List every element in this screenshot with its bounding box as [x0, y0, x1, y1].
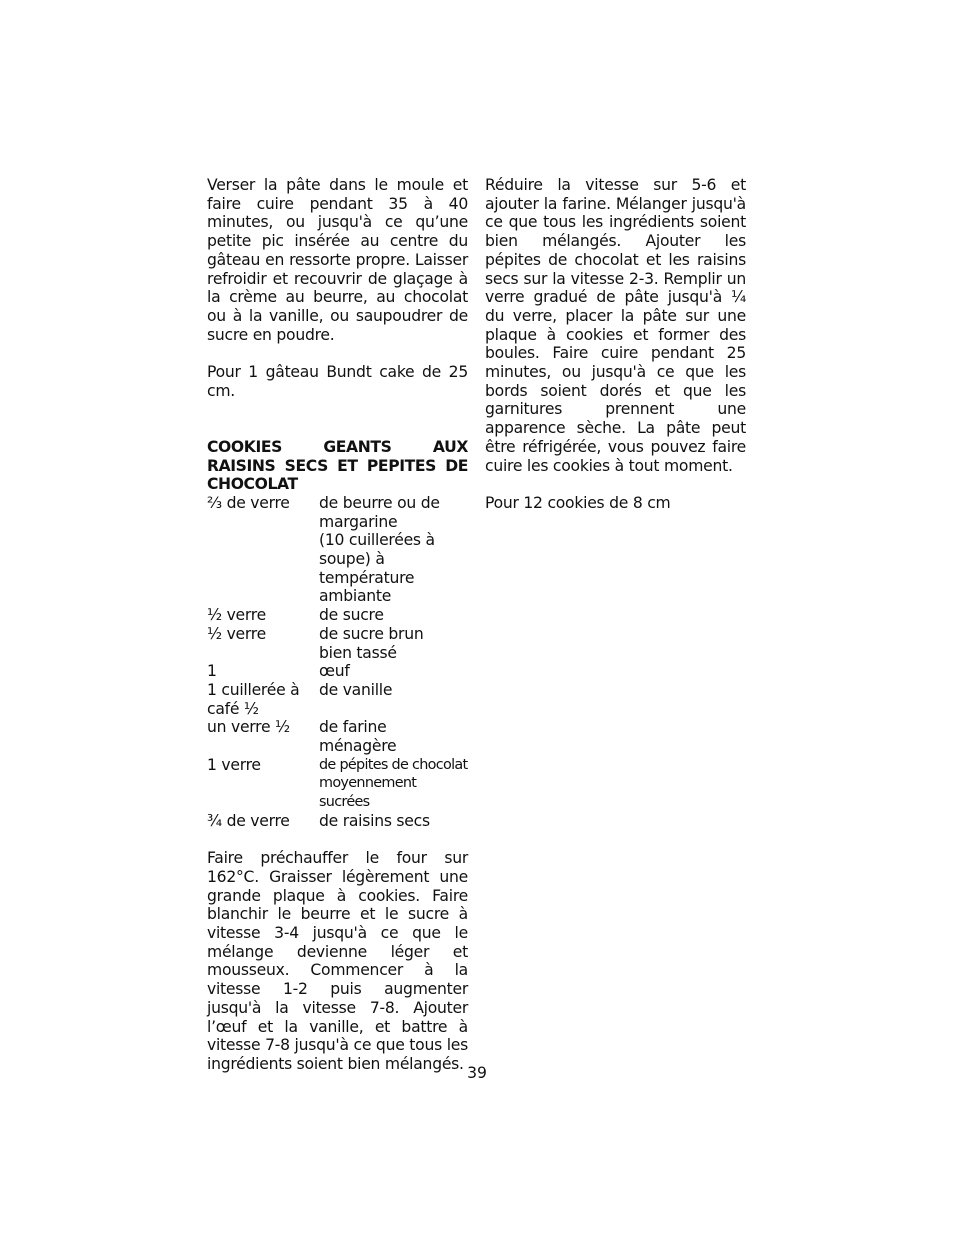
ingredient-quantity: ⅔ de verre — [207, 493, 290, 512]
ingredient-name: œuf — [319, 662, 350, 681]
recipe-title: COOKIES GEANTS AUX RAISINS SECS ET PEPITES DE CHOCOLAT — [207, 437, 468, 494]
ingredient-quantity: 1 verre — [207, 755, 261, 774]
ingredient-row-flour — [207, 718, 468, 755]
ingredient-name: de pépites de chocolat moyennement sucrées — [319, 756, 468, 811]
ingredient-row-chocolate-chips — [207, 756, 468, 812]
ingredient-row-raisins — [207, 812, 468, 831]
ingredient-quantity: ½ verre — [207, 624, 266, 643]
baking-instructions-paragraph: Verser la pâte dans le moule et faire cuire pendant 35 à 40 minutes, ou jusqu'à ce qu’une petite pic insérée au centre du gâteau en ressorte propre. Laisser refroidir et recouvrir de glaçage à la crème au beurre, au chocolat ou à la vanille, ou saupoudrer de sucre en poudre. — [207, 176, 468, 344]
cookie-yield: Pour 12 cookies de 8 cm — [485, 493, 671, 512]
ingredient-name: de sucre — [319, 606, 384, 625]
left-column — [207, 176, 468, 1074]
ingredient-name: de beurre ou de margarine (10 cuillerées à soupe) à température ambiante — [319, 493, 440, 606]
ingredient-quantity: un verre ½ — [207, 718, 290, 737]
ingredient-quantity: 1 — [207, 662, 217, 681]
ingredient-list — [207, 494, 468, 831]
mixing-instructions-paragraph: Réduire la vitesse sur 5-6 et ajouter la farine. Mélanger jusqu'à ce que tous les ingrédients soient bien mélangés. Ajouter les pépites de chocolat et les raisins secs sur la vitesse 2-3. Remplir un verre gradué de pâte jusqu'à ¼ du verre, placer la pâte sur une plaque à cookies et former des boules. Faire cuire pendant 25 minutes, ou jusqu'à ce que les bords soient dorés et que les garnitures prennent une apparence sèche. La pâte peut être réfrigérée, vous pouvez faire cuire les cookies à tout moment. — [485, 176, 746, 475]
ingredient-name: de farine ménagère — [319, 718, 397, 756]
ingredient-row-vanilla — [207, 681, 468, 718]
ingredient-row-sugar — [207, 606, 468, 625]
ingredient-name: de vanille — [319, 680, 393, 699]
ingredient-quantity: 1 cuillerée à café ½ — [207, 680, 300, 718]
ingredient-name: de sucre brun bien tassé — [319, 624, 424, 662]
ingredient-row-egg — [207, 662, 468, 681]
page-number: 39 — [467, 1064, 487, 1082]
ingredient-row-butter — [207, 494, 468, 606]
right-column — [485, 176, 746, 513]
cake-yield: Pour 1 gâteau Bundt cake de 25 cm. — [207, 363, 468, 400]
ingredient-quantity: ½ verre — [207, 606, 266, 625]
preparation-paragraph: Faire préchauffer le four sur 162°C. Graisser légèrement une grande plaque à cookies. Faire blanchir le beurre et le sucre à vitesse 3-4 jusqu'à ce que le mélange devienne léger et mousseux. Commencer à la vitesse 1-2 puis augmenter jusqu'à la vitesse 7-8. Ajouter l’œuf et la vanille, et battre à vitesse 7-8 jusqu'à ce que tous les ingrédients soient bien mélangés. — [207, 849, 468, 1073]
ingredient-name: de raisins secs — [319, 811, 430, 830]
ingredient-row-brown-sugar — [207, 625, 468, 662]
ingredient-quantity: ¾ de verre — [207, 811, 290, 830]
